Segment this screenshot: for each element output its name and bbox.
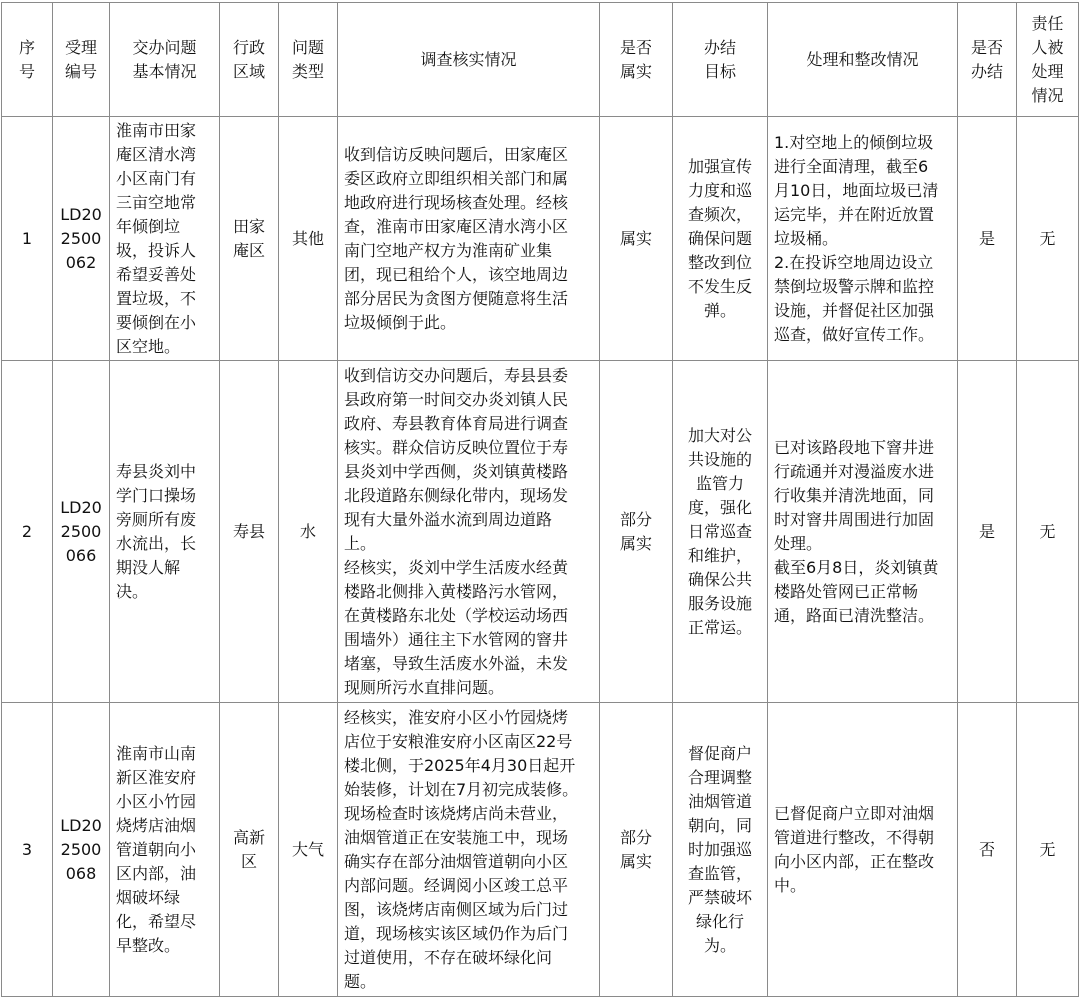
cell-verified: 属实: [600, 117, 673, 361]
header-goal: 办结 目标: [673, 3, 768, 117]
table-row: [2, 703, 1079, 997]
cell-verified: 部分 属实: [600, 703, 673, 997]
header-investigation: 调查核实情况: [338, 3, 600, 117]
header-closed: 是否 办结: [958, 3, 1017, 117]
cell-closed: 是: [958, 361, 1017, 703]
table-row: [2, 361, 1079, 703]
cell-handling: 1.对空地上的倾倒垃圾 进行全面清理，截至6 月10日，地面垃圾已清 运完毕，并在附近放置 垃圾桶。 2.在投诉空地周边设立 禁倒垃圾警示牌和监控 设施，并督促社区加强 巡查，做好宣传工作。: [768, 117, 958, 361]
cell-goal: 加强宣传 力度和巡 查频次， 确保问题 整改到位 不发生反 弹。: [673, 117, 768, 361]
cell-seq: 2: [2, 361, 53, 703]
cell-region: 高新 区: [220, 703, 279, 997]
cell-goal: 加大对公 共设施的 监管力 度，强化 日常巡查 和维护， 确保公共 服务设施 正常运。: [673, 361, 768, 703]
cell-basic: 淮南市山南 新区淮安府 小区小竹园 烧烤店油烟 管道朝向小 区内部，油 烟破坏绿 化，希望尽 早整改。: [110, 703, 220, 997]
cell-region: 田家 庵区: [220, 117, 279, 361]
cell-closed: 是: [958, 117, 1017, 361]
cell-closed: 否: [958, 703, 1017, 997]
cell-investigation: 经核实，淮安府小区小竹园烧烤 店位于安粮淮安府小区南区22号 楼北侧，于2025年4月30日起开 始装修，计划在7月初完成装修。 现场检查时该烧烤店尚未营业， 油烟管道正在安装施工中，现场 确实存在部分油烟管道朝向小区 内部问题。经调阅小区竣工总平 图，该烧烤店南侧区域为后门过 道，现场核实该区域仍作为后门 过道使用，不存在破坏绿化问 题。: [338, 703, 600, 997]
cell-accountability: 无: [1017, 117, 1079, 361]
header-accountability: 责任 人被 处理 情况: [1017, 3, 1079, 117]
cell-handling: 已督促商户立即对油烟 管道进行整改，不得朝 向小区内部，正在整改 中。: [768, 703, 958, 997]
header-region: 行政 区域: [220, 3, 279, 117]
cell-region: 寿县: [220, 361, 279, 703]
cell-type: 大气: [279, 703, 338, 997]
cell-basic: 寿县炎刘中 学门口操场 旁厕所有废 水流出，长 期没人解 决。: [110, 361, 220, 703]
header-row: [2, 3, 1079, 117]
header-seq: 序 号: [2, 3, 53, 117]
cell-handling: 已对该路段地下窨井进 行疏通并对漫溢废水进 行收集并清洗地面，同 时对窨井周围进行加固 处理。 截至6月8日，炎刘镇黄 楼路处管网已正常畅 通，路面已清洗整洁。: [768, 361, 958, 703]
cell-verified: 部分 属实: [600, 361, 673, 703]
header-type: 问题 类型: [279, 3, 338, 117]
cell-id: LD20 2500 062: [53, 117, 110, 361]
cell-basic: 淮南市田家 庵区清水湾 小区南门有 三亩空地常 年倾倒垃 圾，投诉人 希望妥善处 置垃圾，不 要倾倒在小 区空地。: [110, 117, 220, 361]
cell-accountability: 无: [1017, 703, 1079, 997]
cell-id: LD20 2500 068: [53, 703, 110, 997]
cell-id: LD20 2500 066: [53, 361, 110, 703]
cell-goal: 督促商户 合理调整 油烟管道 朝向，同 时加强巡 查监管， 严禁破坏 绿化行 为。: [673, 703, 768, 997]
header-basic: 交办问题 基本情况: [110, 3, 220, 117]
cell-accountability: 无: [1017, 361, 1079, 703]
cell-investigation: 收到信访交办问题后，寿县县委 县政府第一时间交办炎刘镇人民 政府、寿县教育体育局进行调查 核实。群众信访反映位置位于寿 县炎刘中学西侧，炎刘镇黄楼路 北段道路东侧绿化带内，现场发 现有大量外溢水流到周边道路 上。 经核实，炎刘中学生活废水经黄 楼路北侧排入黄楼路污水管网， 在黄楼路东北处（学校运动场西 围墙外）通往主下水管网的窨井 堵塞，导致生活废水外溢，未发 现厕所污水直排问题。: [338, 361, 600, 703]
header-id: 受理 编号: [53, 3, 110, 117]
header-handling: 处理和整改情况: [768, 3, 958, 117]
cell-type: 其他: [279, 117, 338, 361]
cell-type: 水: [279, 361, 338, 703]
cell-investigation: 收到信访反映问题后，田家庵区 委区政府立即组织相关部门和属 地政府进行现场核查处理。经核 查，淮南市田家庵区清水湾小区 南门空地产权方为淮南矿业集 团，现已租给个人，该空地周边 部分居民为贪图方便随意将生活 垃圾倾倒于此。: [338, 117, 600, 361]
cell-seq: 3: [2, 703, 53, 997]
header-verified: 是否 属实: [600, 3, 673, 117]
complaint-table: [1, 2, 1079, 997]
table-row: [2, 117, 1079, 361]
cell-seq: 1: [2, 117, 53, 361]
